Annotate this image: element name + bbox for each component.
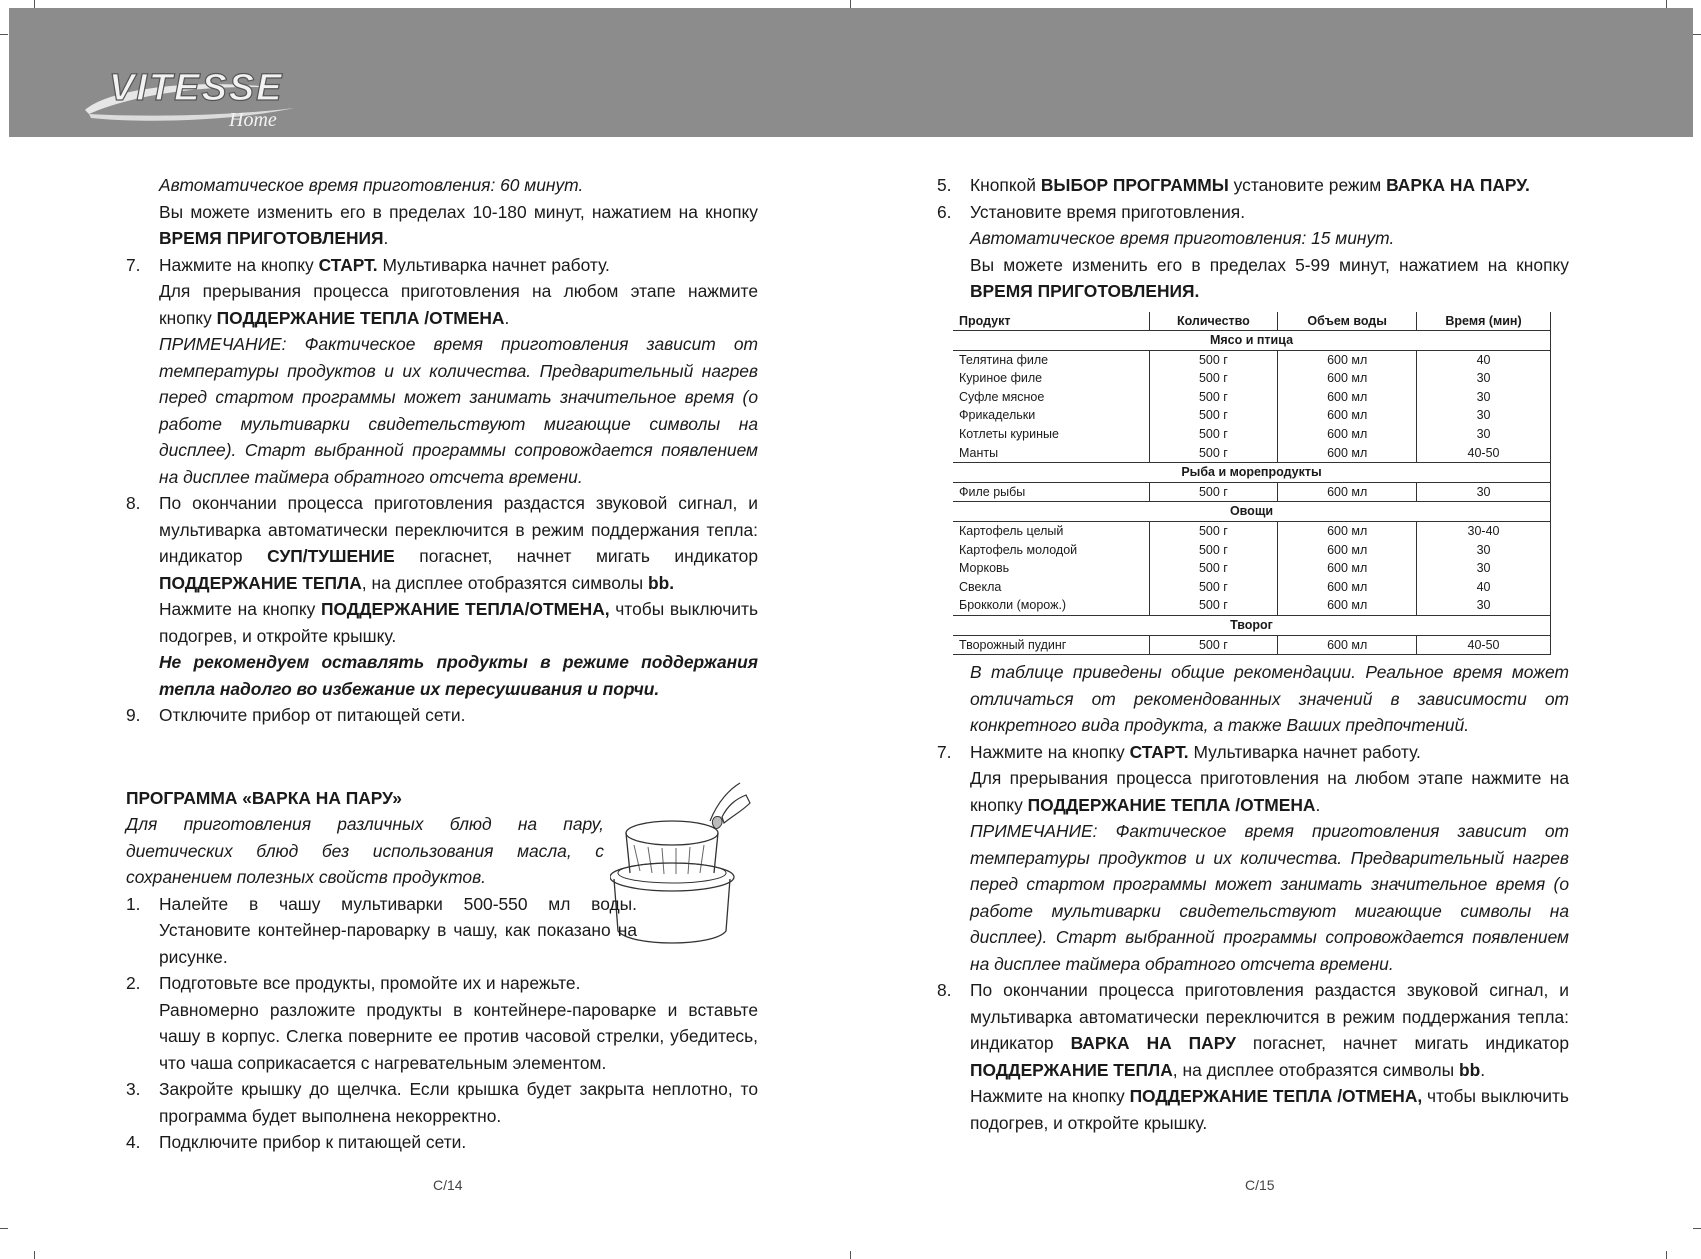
page-number-right: С/15 bbox=[1245, 1177, 1275, 1193]
step-5: 5. Кнопкой ВЫБОР ПРОГРАММЫ установите режим ВАРКА НА ПАРУ. bbox=[937, 172, 1569, 199]
step-7: 7. Нажмите на кнопку СТАРТ. Мультиварка начнет работу. Для прерывания процесса приготовления на любом этапе нажмите кнопку ПОДДЕРЖАНИЕ ТЕПЛА /ОТМЕНА. ПРИМЕЧАНИЕ: Фактическое время приготовления зависит от температуры продуктов и их количества. Предварительный нагрев перед стартом программы может занимать значительное время (о работе мультиварки свидетельствуют мигающие символы на дисплее). Старт выбранной программы сопровождается появлением на дисплее таймера обратного отсчета времени. bbox=[126, 252, 758, 491]
table-group-row: Творог bbox=[953, 616, 1551, 636]
warning-text: Не рекомендуем оставлять продукты в режиме поддержания тепла надолго во избежание их пересушивания и порчи. bbox=[159, 652, 758, 699]
table-row: Филе рыбы 500 г 600 мл 30 bbox=[953, 482, 1551, 502]
crop-mark bbox=[850, 1251, 851, 1259]
table-row: Брокколи (морож.) 500 г 600 мл 30 bbox=[953, 596, 1551, 615]
column-header: Количество bbox=[1149, 312, 1278, 331]
table-row: Свекла 500 г 600 мл 40 bbox=[953, 578, 1551, 597]
table-group-row: Мясо и птица bbox=[953, 331, 1551, 351]
crop-mark bbox=[34, 0, 35, 8]
svg-text:Home: Home bbox=[229, 109, 277, 131]
page-number-left: С/14 bbox=[433, 1177, 463, 1193]
step-6: 6. Установите время приготовления. Автоматическое время приготовления: 15 минут. Вы можете изменить его в пределах 5-99 минут, нажатием на кнопку ВРЕМЯ ПРИГОТОВЛЕНИЯ. bbox=[937, 199, 1569, 305]
step-8: 8. По окончании процесса приготовления раздастся звуковой сигнал, и мультиварка автоматически переключится в режим поддержания тепла: индикатор СУП/ТУШЕНИЕ погаснет, начнет мигать индикатор ПОДДЕРЖАНИЕ ТЕПЛА, на дисплее отобразятся символы bb. Нажмите на кнопку ПОДДЕРЖАНИЕ ТЕПЛА/ОТМЕНА, чтобы выключить подогрев, и откройте крышку. Не рекомендуем оставлять продукты в режиме поддержания тепла надолго во избежание их пересушивания и порчи. bbox=[126, 490, 758, 702]
steaming-times-table bbox=[953, 312, 1551, 656]
step-number: 1. bbox=[126, 893, 141, 914]
table-row: Котлеты куриные 500 г 600 мл 30 bbox=[953, 425, 1551, 444]
column-header: Продукт bbox=[953, 312, 1149, 331]
table-row: Фрикадельки 500 г 600 мл 30 bbox=[953, 406, 1551, 425]
step-number: 9. bbox=[126, 705, 141, 725]
crop-mark bbox=[1693, 34, 1701, 35]
table-row: Телятина филе 500 г 600 мл 40 bbox=[953, 350, 1551, 369]
table-row: Картофель молодой 500 г 600 мл 30 bbox=[953, 541, 1551, 560]
column-header: Время (мин) bbox=[1417, 312, 1551, 331]
step-number: 8. bbox=[126, 493, 141, 513]
left-page-column bbox=[126, 172, 758, 1156]
table-row: Манты 500 г 600 мл 40-50 bbox=[953, 444, 1551, 463]
crop-mark bbox=[850, 0, 851, 8]
svg-text:VITESSE: VITESSE bbox=[109, 67, 284, 109]
crop-mark bbox=[0, 34, 8, 35]
auto-time-text: Автоматическое время приготовления: 60 минут. bbox=[159, 175, 584, 195]
table-group-row: Рыба и морепродукты bbox=[953, 463, 1551, 483]
table-row: Картофель целый 500 г 600 мл 30-40 bbox=[953, 522, 1551, 541]
note-text: ПРИМЕЧАНИЕ: Фактическое время приготовления зависит от температуры продуктов и их количества. Предварительный нагрев перед стартом программы может занимать значительное время (о работе мультиварки свидетельствуют мигающие символы на дисплее). Старт выбранной программы сопровождается появлением на дисплее таймера обратного отсчета времени. bbox=[970, 821, 1569, 974]
step-number: 7. bbox=[126, 254, 141, 275]
column-header: Объем воды bbox=[1278, 312, 1417, 331]
table-note: В таблице приведены общие рекомендации. Реальное время может отличаться от рекомендованных значений в зависимости от конкретного вида продукта, а также Ваших предпочтений. bbox=[970, 662, 1569, 736]
table-row: Суфле мясное 500 г 600 мл 30 bbox=[953, 388, 1551, 407]
step-number: 8. bbox=[937, 980, 952, 1001]
page-header bbox=[9, 8, 1693, 137]
step-number: 2. bbox=[126, 973, 141, 993]
table-row: Творожный пудинг 500 г 600 мл 40-50 bbox=[953, 635, 1551, 655]
change-time-text: Вы можете изменить его в пределах 10-180 минут, нажатием на кнопку ВРЕМЯ ПРИГОТОВЛЕНИЯ. bbox=[159, 201, 758, 248]
table-group-row: Овощи bbox=[953, 502, 1551, 522]
table-row: Куриное филе 500 г 600 мл 30 bbox=[953, 369, 1551, 388]
step-number: 7. bbox=[937, 741, 952, 762]
step-number: 5. bbox=[937, 175, 952, 195]
step-9: 9. Отключите прибор от питающей сети. bbox=[126, 702, 758, 729]
program-heading: ПРОГРАММА «ВАРКА НА ПАРУ» bbox=[126, 787, 402, 808]
program-step-2: 2. Подготовьте все продукты, промойте их и нарежьте. Равномерно разложите продукты в контейнере-пароварке и вставьте чашу в корпус. Слегка поверните ее против часовой стрелки, убедитесь, что чаша соприкасается с нагревательным элементом. bbox=[126, 970, 758, 1076]
crop-mark bbox=[1666, 0, 1667, 8]
table-row: Морковь 500 г 600 мл 30 bbox=[953, 559, 1551, 578]
table-header-row bbox=[953, 312, 1551, 331]
step-number: 6. bbox=[937, 201, 952, 222]
program-step-4: 4. Подключите прибор к питающей сети. bbox=[126, 1129, 758, 1156]
crop-mark bbox=[34, 1251, 35, 1259]
right-page-column bbox=[937, 172, 1569, 1136]
program-intro: Для приготовления различных блюд на пару, диетических блюд без использования масла, с сохранением полезных свойств продуктов. bbox=[126, 814, 604, 887]
note-text: ПРИМЕЧАНИЕ: Фактическое время приготовления зависит от температуры продуктов и их количества. Предварительный нагрев перед стартом программы может занимать значительное время (о работе мультиварки свидетельствуют мигающие символы на дисплее). Старт выбранной программы сопровождается появлением на дисплее таймера обратного отсчета времени. bbox=[159, 334, 758, 487]
vitesse-logo bbox=[79, 48, 339, 138]
crop-mark bbox=[1693, 1228, 1701, 1229]
step-number: 3. bbox=[126, 1079, 141, 1099]
program-step-1: 1. Налейте в чашу мультиварки 500-550 мл воды. Установите контейнер-пароварку в чашу, как показано на рисунке. bbox=[126, 891, 637, 971]
step-7: 7. Нажмите на кнопку СТАРТ. Мультиварка начнет работу. Для прерывания процесса приготовления на любом этапе нажмите на кнопку ПОДДЕРЖАНИЕ ТЕПЛА /ОТМЕНА. ПРИМЕЧАНИЕ: Фактическое время приготовления зависит от температуры продуктов и их количества. Предварительный нагрев перед стартом программы может занимать значительное время (о работе мультиварки свидетельствуют мигающие символы на дисплее). Старт выбранной программы сопровождается появлением на дисплее таймера обратного отсчета времени. bbox=[937, 739, 1569, 978]
program-step-3: 3. Закройте крышку до щелчка. Если крышка будет закрыта неплотно, то программа будет выполнена некорректно. bbox=[126, 1076, 758, 1129]
step-8: 8. По окончании процесса приготовления раздастся звуковой сигнал, и мультиварка автоматически переключится в режим поддержания тепла: индикатор ВАРКА НА ПАРУ погаснет, начнет мигать индикатор ПОДДЕРЖАНИЕ ТЕПЛА, на дисплее отобразятся символы bb. Нажмите на кнопку ПОДДЕРЖАНИЕ ТЕПЛА /ОТМЕНА, чтобы выключить подогрев, и откройте крышку. bbox=[937, 977, 1569, 1136]
crop-mark bbox=[0, 1228, 8, 1229]
crop-mark bbox=[1666, 1251, 1667, 1259]
step-number: 4. bbox=[126, 1132, 141, 1152]
